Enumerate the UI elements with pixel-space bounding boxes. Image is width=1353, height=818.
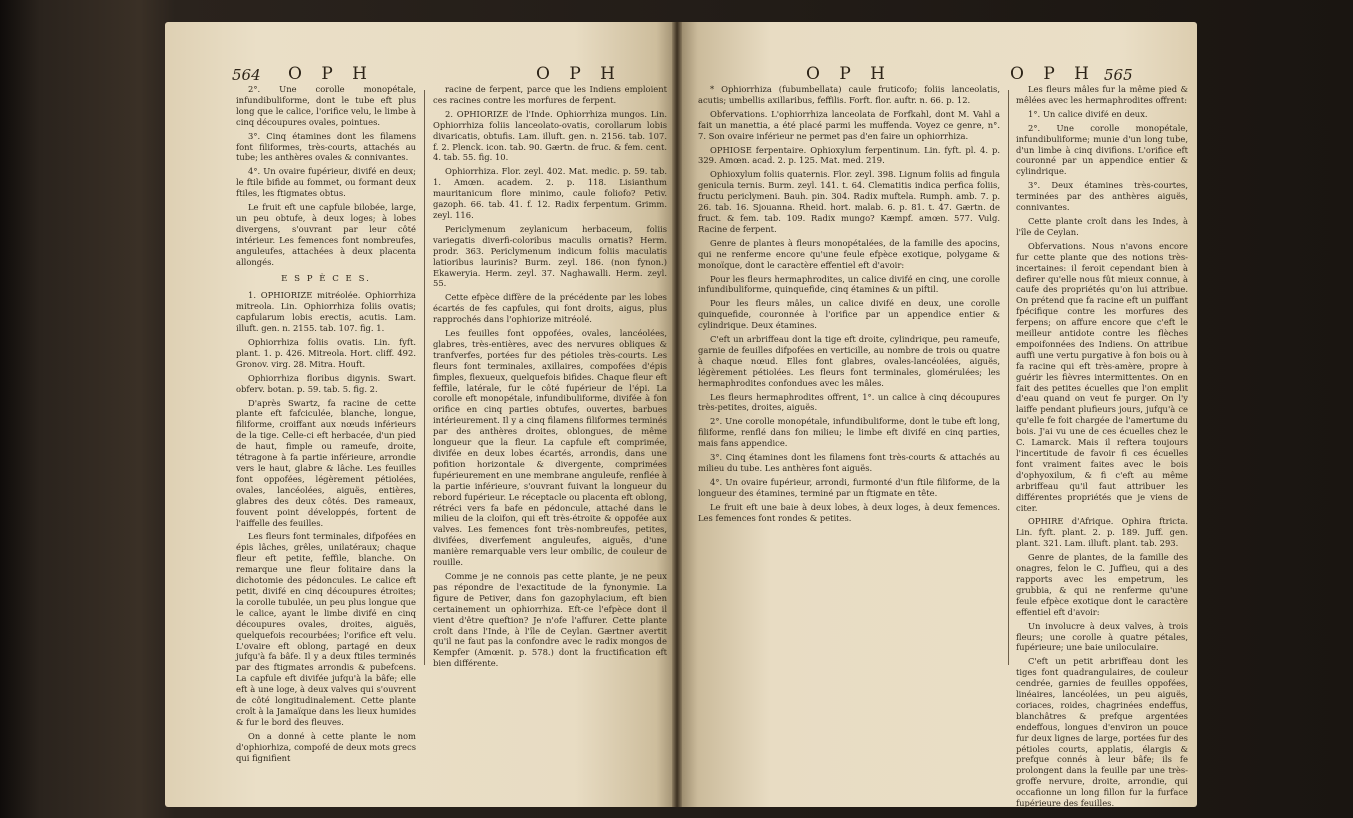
paragraph: OPHIRE d'Afrique. Ophira ftricta. Lin. fyft. plant. 2. p. 189. Juff. gen. plant. 321. Lam. illuft. plant. tab. 293. bbox=[1016, 516, 1188, 549]
paragraph: D'après Swartz, fa racine de cette plante eft fafciculée, blanche, longue, filiforme, croiffant aux nœuds inférieurs de la tige. Celle-ci eft herbacée, d'un pied de haut, fimple ou rameufe, droite, tétragone à fa partie inférieure, arrondie vers le haut, glabre & lâche. Les feuilles font oppofées, légèrement pétiolées, ovales, lancéolées, aiguës, entières, glabres des deux côtés. Des rameaux, fouvent point développés, fortent de l'aiffelle des feuilles. bbox=[236, 397, 416, 528]
book-gutter bbox=[672, 22, 682, 807]
paragraph: Pour les fleurs mâles, un calice divifé en deux, une corolle quinquefide, couronnée à l'orifice par un appendice entier & cylindrique. Deux étamines. bbox=[698, 298, 1000, 331]
paragraph: 2°. Une corolle monopétale, infundibuliforme; munie d'un long tube, d'un limbe à cinq divifions. L'orifice eft couronné par un appendice entier & cylindrique. bbox=[1016, 122, 1188, 177]
paragraph: Un involucre à deux valves, à trois fleurs; une corolle à quatre pétales, fupérieure; une baie uniloculaire. bbox=[1016, 620, 1188, 653]
paragraph: Ophiorrhiza. Flor. zeyl. 402. Mat. medic. p. 59. tab. 1. Amœn. academ. 2. p. 118. Lisianthum mauritanicum flore minimo, caule foliofo? Petiv. gazoph. 66. tab. 41. f. 12. Radix ferpentum. Grimm. zeyl. 116. bbox=[433, 166, 667, 220]
paragraph: Les fleurs hermaphrodites offrent, 1°. un calice à cinq découpures très-petites, droites, aiguës. bbox=[698, 391, 1000, 413]
paragraph: Cette plante croît dans les Indes, à l'île de Ceylan. bbox=[1016, 215, 1188, 237]
left-page-column-2 bbox=[433, 84, 667, 784]
paragraph: 4°. Un ovaire fupérieur, arrondi, furmonté d'un ftile filiforme, de la longueur des étamines, terminé par un ftigmate en tête. bbox=[698, 476, 1000, 498]
paragraph: C'eft un petit arbriffeau dont les tiges font quadrangulaires, de couleur cendrée, garnies de feuilles oppofées, linéaires, lancéolées, un peu aiguës, coriaces, roides, chagrinées endeffus, blanchâtres & prefque argentées endeffous, longues d'environ un pouce fur deux lignes de large, portées fur des pétioles courts, applatis, élargis & prefque connés à leur bâfe; ils fe prolongent dans la feuille par une très-groffe nervure, droite, arrondie, qui occafionne un long fillon fur la furface fupérieure des feuilles. bbox=[1016, 656, 1188, 809]
paragraph: 2. OPHIORIZE de l'Inde. Ophiorrhiza mungos. Lin. Ophiorrhiza foliis lanceolato-ovatis, corollarum lobis divaricatis, obtufis. Lam. illuft. gen. n. 2156. tab. 107. f. 2. Plenck. icon. tab. 90. Gærtn. de fruc. & fem. cent. 4. tab. 55. fig. 10. bbox=[433, 108, 667, 163]
right-page-column-1 bbox=[698, 84, 1000, 784]
left-page-number: 564 bbox=[232, 66, 261, 84]
left-page-column-1 bbox=[236, 84, 416, 784]
paragraph: Les feuilles font oppofées, ovales, lancéolées, glabres, très-entières, avec des nervures obliques & tranfverfes, portées fur des pétioles très-courts. Les fleurs font terminales, axillaires, compofées d'épis fimples, flexueux, quelquefois bifides. Chaque fleur eft feffile, latérale, fur le côté fupérieur de l'épi. La corolle eft monopétale, infundibuliforme, divifée à fon orifice en cinq parties obtufes, ouvertes, barbues intérieurement. Il y a cinq filamens filiformes terminés par des anthères droites, oblongues, de même longueur que la fleur. La capfule eft comprimée, divifée en deux lobes écartés, arrondis, dans une pofition horizontale & divergente, comprimées fupérieurement en une membrane anguleufe, renflée à la partie inférieure, s'ouvrant fuivant la longueur du rebord fupérieur. Le réceptacle ou placenta eft oblong, rétréci vers fa bafe en pédoncule, attaché dans le milieu de la cloifon, qui eft très-étroite & oppofée aux valves. Les femences font très-nombreufes, petites, divifées, diverfement anguleufes, aiguës, d'une manière remarquable vers leur ombilic, de couleur de rouille. bbox=[433, 328, 667, 568]
paragraph: 1. OPHIORIZE mitréolée. Ophiorrhiza mitreola. Lin. Ophiorrhiza foliis ovatis; capfularum lobis erectis, acutis. Lam. illuft. gen. n. 2155. tab. 107. fig. 1. bbox=[236, 290, 416, 334]
paragraph: Periclymenum zeylanicum herbaceum, foliis variegatis diverfi-coloribus maculis ornatis? Herm. prodr. 363. Periclymenum indicum foliis maculatis latioribus laurinis? Burm. zeyl. 186. (non fynon.) Ekaweryia. Herm. zeyl. 37. Naghawalli. Herm. zeyl. 55. bbox=[433, 223, 667, 289]
left-running-head-1: O P H bbox=[288, 64, 375, 84]
paragraph: 3°. Cinq étamines dont les filamens font filiformes, très-courts, attachés au tube; les anthères ovales & connivantes. bbox=[236, 130, 416, 163]
paragraph: On a donné à cette plante le nom d'ophiorhiza, compofé de deux mots grecs qui fignifient bbox=[236, 730, 416, 763]
paragraph: Les fleurs mâles fur la même pied & mêlées avec les hermaphrodites offrent: bbox=[1016, 84, 1188, 105]
paragraph: Obfervations. Nous n'avons encore fur cette plante que des notions très-incertaines: il feroit cependant bien à defirer qu'elle nous fût mieux connue, à caufe des propriétés qu'on lui attribue. On prétend que fa racine eft un puiffant fpécifique contre les morfures des ferpens; on affure encore que c'eft le meilleur antidote contre les flèches empoifonnées des Indiens. On attribue auffi une vertu purgative à fon bois ou à fa racine qui eft très-amère, propre à guérir les fièvres intermittentes. On en fait des petites écuelles que l'on emplit d'eau quand on veut fe purger. On l'y laiffe pendant plufieurs jours, jufqu'à ce qu'elle fe foit chargée de l'amertume du bois. J'ai vu une de ces écuelles chez le C. Lamarck. Mais il reftera toujours l'incertitude de favoir fi ces écuelles font vraiment faites avec le bois d'ophyoxilum, & fi c'eft au même arbriffeau qu'il faut attribuer les différentes propriétés que je viens de citer. bbox=[1016, 240, 1188, 513]
paragraph: Le fruit eft une baie à deux lobes, à deux loges, à deux femences. Les femences font rondes & petites. bbox=[698, 501, 1000, 523]
paragraph: Genre de plantes à fleurs monopétalées, de la famille des apocins, qui ne renferme encore qu'une feule efpèce exotique, polygame & monoïque, dont le caractère effentiel eft d'avoir: bbox=[698, 237, 1000, 270]
paragraph: Ophioxylum foliis quaternis. Flor. zeyl. 398. Lignum foliis ad fingula genicula ternis. Burm. zeyl. 141. t. 64. Clematitis indica perfica foliis, fructu periclymeni. Bauh. pin. 304. Radix muftela. Rumph. amb. 7. p. 26. tab. 16. Sjouanna. Rheid. hort. malab. 6. p. 81. t. 47. Gærtn. de fruct. & fem. tab. 109. Radix mungo? Kæmpf. amœn. 577. Vulg. Racine de ferpent. bbox=[698, 169, 1000, 234]
paragraph: 3°. Deux étamines très-courtes, terminées par des anthères aiguës, connivantes. bbox=[1016, 180, 1188, 213]
paragraph: Comme je ne connois pas cette plante, je ne peux pas répondre de l'exactitude de la fynonymie. La figure de Petiver, dans fon gazophylacium, eft bien certainement un ophiorrhiza. Eft-ce l'efpèce dont il vient d'être queftion? Je n'ofe l'affurer. Cette plante croît dans l'Inde, à l'île de Ceylan. Gærtner avertit qu'il ne faut pas la confondre avec le radix mongos de Kempfer (Amœnit. p. 578.) dont la fructification eft bien différente. bbox=[433, 570, 667, 669]
right-page-number: 565 bbox=[1104, 66, 1133, 84]
paragraph: 2°. Une corolle monopétale, infundibuliforme, dont le tube eft plus long que le calice, l'orifice velu, le limbe à cinq découpures ovales, pointues. bbox=[236, 84, 416, 127]
paragraph: 1°. Un calice divifé en deux. bbox=[1028, 108, 1148, 119]
paragraph: Les fleurs font terminales, difpofées en épis lâches, grêles, unilatéraux; chaque fleur eft petite, feffile, blanche. On remarque une fleur folitaire dans la dichotomie des pédoncules. Le calice eft petit, divifé en cinq découpures étroites; la corolle tubulée, un peu plus longue que le calice, ayant le limbe divifé en cinq découpures ovales, droites, aiguës, quelquefois recourbées; l'orifice eft velu. L'ovaire eft oblong, partagé en deux jufqu'à fa bâfe. Il y a deux ftiles terminés par des ftigmates arrondis & pubefcens. La capfule eft divifée jufqu'à la bâfe; elle eft à une loge, à deux valves qui s'ouvrent de côté longitudinalement. Cette plante croît à la Jamaïque dans les lieux humides & fur le bord des fleuves. bbox=[236, 531, 416, 727]
left-running-head-2: O P H bbox=[536, 64, 623, 84]
left-column-rule bbox=[424, 90, 425, 665]
right-column-rule bbox=[1008, 90, 1009, 665]
right-running-head-2: O P H bbox=[1010, 64, 1097, 84]
section-heading: E S P È C E S. bbox=[281, 273, 371, 284]
paragraph: Obfervations. L'ophiorrhiza lanceolata de Forfkahl, dont M. Vahl a fait un manettia, a été placé parmi les muffenda. Voyez ce genre, n°. 7. Son ovaire inférieur ne permet pas d'en faire un ophiorrhiza. bbox=[698, 108, 1000, 141]
paragraph: racine de ferpent, parce que les Indiens emploient ces racines contre les morfures de ferpent. bbox=[433, 84, 667, 105]
paragraph: Ophiorrhiza foliis ovatis. Lin. fyft. plant. 1. p. 426. Mitreola. Hort. cliff. 492. Gronov. virg. 28. Mitra. Houft. bbox=[236, 337, 416, 369]
paragraph: 3°. Cinq étamines dont les filamens font très-courts & attachés au milieu du tube. Les anthères font aiguës. bbox=[698, 452, 1000, 473]
paragraph: Cette efpèce diffère de la précédente par les lobes écartés de fes capfules, qui font droits, aigus, plus rapprochés dans l'ophiorize mitréolé. bbox=[433, 292, 667, 325]
paragraph: C'eft un arbriffeau dont la tige eft droite, cylindrique, peu rameufe, garnie de feuilles difpofées en verticille, au nombre de trois ou quatre à chaque nœud. Elles font glabres, ovales-lancéolées, aiguës, légèrement pétiolées. Les fleurs font terminales, glomérulées; les hermaphrodites confondues avec les mâles. bbox=[698, 334, 1000, 388]
paragraph: * Ophiorrhiza (fubumbellata) caule fruticofo; foliis lanceolatis, acutis; umbellis axillaribus, feffilis. Forft. flor. auftr. n. 66. p. 12. bbox=[698, 84, 1000, 105]
paragraph: Genre de plantes, de la famille des onagres, felon le C. Juffieu, qui a des rapports avec les empetrum, les grubbia, & qui ne renferme qu'une feule efpèce exotique dont le caractère effentiel eft d'avoir: bbox=[1016, 552, 1188, 617]
paragraph: Le fruit eft une capfule bilobée, large, un peu obtufe, à deux loges; à lobes divergens, s'ouvrant par leur côté intérieur. Les femences font nombreufes, anguleufes, attachées à deux placenta allongés. bbox=[236, 202, 416, 267]
paragraph: Pour les fleurs hermaphrodites, un calice divifé en cinq, une corolle infundibuliforme, quinquefide, cinq étamines & un piftil. bbox=[698, 273, 1000, 295]
right-running-head-1: O P H bbox=[806, 64, 893, 84]
paragraph: 2°. Une corolle monopétale, infundibuliforme, dont le tube eft long, filiforme, renflé dans fon milieu; le limbe eft divifé en cinq parties, mais fans appendice. bbox=[698, 416, 1000, 449]
right-page-column-2 bbox=[1016, 84, 1188, 809]
paragraph: 4°. Un ovaire fupérieur, divifé en deux; le ftile bifide au fommet, ou formant deux ftiles, les ftigmates obtus. bbox=[236, 166, 416, 199]
paragraph: Ophiorrhiza floribus digynis. Swart. obferv. botan. p. 59. tab. 5. fig. 2. bbox=[236, 372, 416, 394]
paragraph: OPHIOSE ferpentaire. Ophioxylum ferpentinum. Lin. fyft. pl. 4. p. 329. Amœn. acad. 2. p. 125. Mat. med. 219. bbox=[698, 144, 1000, 166]
